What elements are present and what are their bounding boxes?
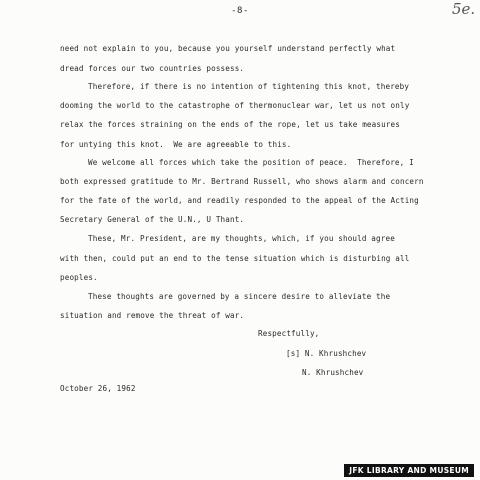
signature-line: [s] N. Khrushchev	[286, 349, 367, 358]
closing-respectfully: Respectfully,	[258, 329, 320, 338]
body-line: We welcome all forces which take the position of peace. Therefore, I	[88, 158, 414, 167]
body-line: situation and remove the threat of war.	[60, 311, 245, 320]
body-line: for the fate of the world, and readily responded to the appeal of the Acting	[60, 196, 419, 205]
body-line: relax the forces straining on the ends of the rope, let us take measures	[60, 120, 400, 129]
letter-date: October 26, 1962	[60, 384, 136, 393]
handwritten-page-mark: 5e.	[452, 0, 476, 18]
body-line: both expressed gratitude to Mr. Bertrand Russell, who shows alarm and concern	[60, 177, 424, 186]
body-line: dooming the world to the catastrophe of thermonuclear war, let us not only	[60, 101, 410, 110]
body-line: with then, could put an end to the tense situation which is disturbing all	[60, 254, 410, 263]
body-line: dread forces our two countries possess.	[60, 64, 245, 73]
body-line: Therefore, if there is no intention of tightening this knot, thereby	[88, 82, 410, 91]
body-line: Secretary General of the U.N., U Thant.	[60, 215, 245, 224]
typed-name: N. Khrushchev	[302, 368, 364, 377]
archive-credit-badge: JFK LIBRARY AND MUSEUM	[344, 464, 474, 477]
body-line: peoples.	[60, 273, 98, 282]
body-line: need not explain to you, because you yourself understand perfectly what	[60, 44, 396, 53]
body-line: These thoughts are governed by a sincere desire to alleviate the	[88, 292, 391, 301]
body-line: These, Mr. President, are my thoughts, which, if you should agree	[88, 234, 395, 243]
page-number: -8-	[231, 6, 249, 16]
body-line: for untying this knot. We are agreeable to this.	[60, 140, 292, 149]
